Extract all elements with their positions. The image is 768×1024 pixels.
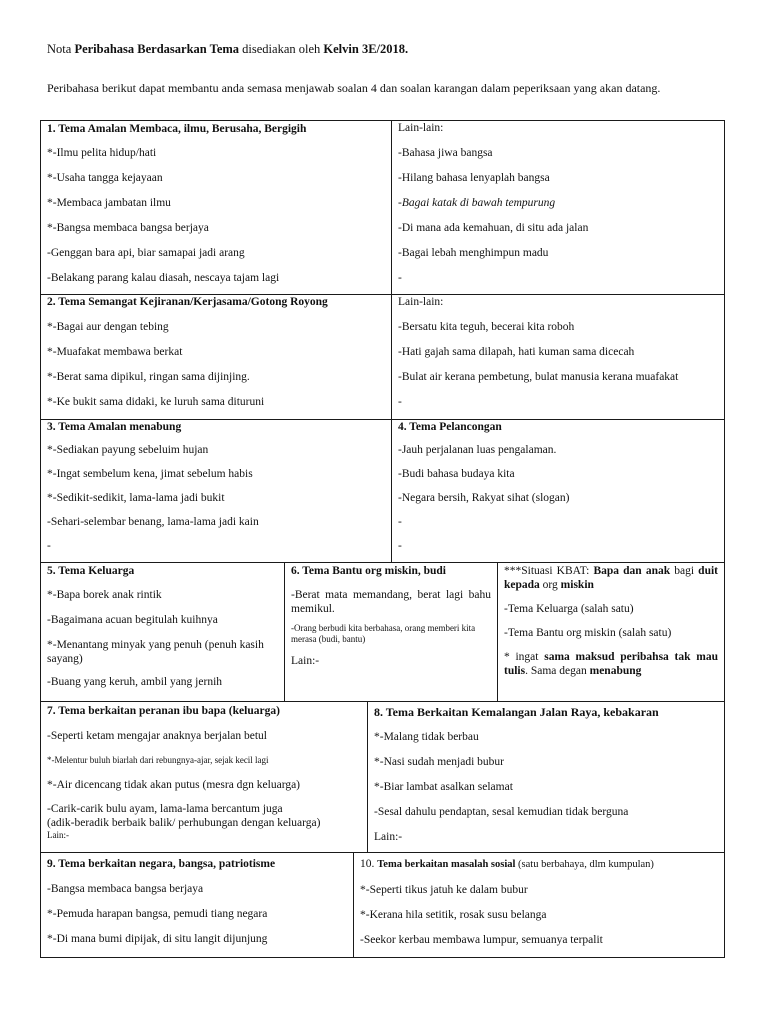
section-3-4	[40, 419, 725, 563]
theme-10-column	[353, 853, 724, 957]
theme-4-column	[391, 420, 724, 562]
theme-10-subtitle: (satu berbahaya, dlm kumpulan)	[515, 859, 654, 870]
theme-10-title	[360, 857, 718, 872]
proverb: -Bulat air kerana pembetung, bulat manusia kerana muafakat	[398, 371, 679, 383]
theme-1-others-column	[391, 121, 724, 294]
proverb: -Budi bahasa budaya kita	[398, 468, 515, 480]
kbat-situation	[504, 564, 718, 592]
proverb: -Hilang bahasa lenyaplah bangsa	[398, 172, 550, 184]
section-2	[40, 294, 725, 420]
theme-8-column	[367, 702, 724, 852]
kbat-note-b: sama maksud peribahsa tak mau tulis	[504, 651, 718, 677]
kbat-note-a: * ingat	[504, 651, 545, 663]
intro-text: Peribahasa berikut dapat membantu anda semasa menjawab soalan 4 dan soalan karangan dalam peperiksaan yang akan datang.	[47, 81, 661, 95]
theme-9-column	[41, 853, 353, 957]
proverb: -Carik-carik bulu ayam, lama-lama bercantum juga	[47, 803, 283, 815]
theme-2-column	[41, 295, 391, 419]
proverb: *-Pemuda harapan bangsa, pemudi tiang negara	[47, 908, 268, 920]
proverb: -Bagai katak di bawah tempurung	[398, 197, 556, 209]
proverb: *-Biar lambat asalkan selamat	[374, 781, 513, 793]
proverb: *-Ke bukit sama didaki, ke luruh sama dituruni	[47, 396, 265, 408]
kbat-item: -Tema Keluarga (salah satu)	[504, 603, 634, 615]
heading-prefix: Nota	[47, 42, 75, 56]
proverb: *-Di mana bumi dipijak, di situ langit dijunjung	[47, 933, 268, 945]
kbat-note-d: menabung	[589, 665, 642, 677]
kbat-bold-1: Bapa dan anak	[593, 565, 671, 577]
proverb: *-Seperti tikus jatuh ke dalam bubur	[360, 884, 528, 896]
proverb: *-Bangsa membaca bangsa berjaya	[47, 222, 209, 234]
proverb: -Bangsa membaca bangsa berjaya	[47, 883, 204, 895]
kbat-text-1: bagi	[670, 565, 699, 577]
proverb: -Bagaimana acuan begitulah kuihnya	[47, 614, 218, 626]
proverb: -Buang yang keruh, ambil yang jernih	[47, 676, 223, 688]
proverb: -	[47, 540, 51, 552]
others-label: Lain:-	[47, 830, 69, 840]
proverb: -Jauh perjalanan luas pengalaman.	[398, 444, 557, 456]
proverb: -Sehari-selembar benang, lama-lama jadi kain	[47, 516, 259, 528]
proverb: -Di mana ada kemahuan, di situ ada jalan	[398, 222, 589, 234]
proverb: -Seekor kerbau membawa lumpur, semuanya terpalit	[360, 934, 603, 946]
proverb: *-Sediakan payung sebeluim hujan	[47, 444, 209, 456]
proverb: -Bersatu kita teguh, becerai kita roboh	[398, 321, 575, 333]
proverb: *-Bagai aur dengan tebing	[47, 321, 169, 333]
proverb: -Genggan bara api, biar samapai jadi arang	[47, 247, 245, 259]
proverb: *-Sedikit-sedikit, lama-lama jadi bukit	[47, 492, 225, 504]
kbat-note-c: . Sama degan	[525, 665, 590, 677]
kbat-item: -Tema Bantu org miskin (salah satu)	[504, 627, 672, 639]
theme-2-others-column	[391, 295, 724, 419]
theme-1-title: 1. Tema Amalan Membaca, ilmu, Berusaha, Bergigih	[47, 123, 307, 135]
section-5-6-kbat	[40, 562, 725, 702]
proverb-explanation: (adik-beradik berbaik balik/ perhubungan dengan keluarga)	[47, 817, 321, 829]
others-label: Lain-lain:	[398, 122, 444, 134]
theme-6-title: 6. Tema Bantu org miskin, budi	[291, 565, 446, 577]
theme-10-number: 10.	[360, 858, 378, 870]
theme-5-column	[41, 563, 284, 701]
theme-6-column	[284, 563, 497, 701]
others-label: Lain-lain:	[398, 296, 444, 308]
proverb: *-Nasi sudah menjadi bubur	[374, 756, 504, 768]
proverb: *-Melentur buluh biarlah dari rebungnya-ajar, sejak kecil lagi	[47, 755, 269, 765]
theme-1-column	[41, 121, 391, 294]
heading-middle: disediakan oleh	[239, 42, 324, 56]
proverb: *-Air dicencang tidak akan putus (mesra dgn keluarga)	[47, 779, 301, 791]
proverb: -Berat mata memandang, berat lagi bahu memikul.	[291, 589, 491, 615]
proverb: -	[398, 540, 402, 552]
kbat-column	[497, 563, 724, 701]
proverb: *-Muafakat membawa berkat	[47, 346, 183, 358]
theme-9-title: 9. Tema berkaitan negara, bangsa, patriotisme	[47, 858, 276, 870]
proverb: -	[398, 272, 402, 284]
document-heading	[47, 42, 408, 57]
theme-2-title: 2. Tema Semangat Kejiranan/Kerjasama/Gotong Royong	[47, 296, 328, 308]
theme-7-title: 7. Tema berkaitan peranan ibu bapa (keluarga)	[47, 705, 280, 717]
proverb: *-Membaca jambatan ilmu	[47, 197, 171, 209]
section-1	[40, 120, 725, 295]
proverb: -	[398, 516, 402, 528]
others-label: Lain:-	[291, 655, 320, 667]
proverb: -Negara bersih, Rakyat sihat (slogan)	[398, 492, 570, 504]
proverb: *-Ingat sembelum kena, jimat sebelum habis	[47, 468, 253, 480]
theme-3-column	[41, 420, 391, 562]
proverb: *-Usaha tangga kejayaan	[47, 172, 163, 184]
kbat-note	[504, 650, 718, 678]
proverb: *-Menantang minyak yang penuh (penuh kasih sayang)	[47, 639, 264, 665]
heading-author: Kelvin 3E/2018.	[323, 42, 409, 56]
heading-title: Peribahasa Berdasarkan Tema	[74, 42, 240, 56]
section-9-10	[40, 852, 725, 958]
proverb: -Hati gajah sama dilapah, hati kuman sama dicecah	[398, 346, 635, 358]
theme-5-title: 5. Tema Keluarga	[47, 565, 135, 577]
theme-3-title: 3. Tema Amalan menabung	[47, 421, 182, 433]
proverb: -Bagai lebah menghimpun madu	[398, 247, 549, 259]
section-7-8	[40, 701, 725, 853]
kbat-stars: ***Situasi KBAT:	[504, 565, 594, 577]
kbat-bold-3: miskin	[560, 579, 594, 591]
proverb: -Sesal dahulu pendaptan, sesal kemudian tidak berguna	[374, 806, 629, 818]
proverb: -Bahasa jiwa bangsa	[398, 147, 493, 159]
proverb: -Belakang parang kalau diasah, nescaya tajam lagi	[47, 272, 280, 284]
others-label: Lain:-	[374, 831, 403, 843]
proverb: *-Kerana hila setitik, rosak susu belanga	[360, 909, 547, 921]
theme-4-title: 4. Tema Pelancongan	[398, 421, 502, 433]
proverb: *-Ilmu pelita hidup/hati	[47, 147, 157, 159]
proverb-note: -Orang berbudi kita berbahasa, orang memberi kita merasa (budi, bantu)	[291, 623, 476, 644]
kbat-text-2: org	[539, 579, 561, 591]
proverb: -Seperti ketam mengajar anaknya berjalan betul	[47, 730, 267, 742]
proverb: -	[398, 396, 402, 408]
proverb: *-Malang tidak berbau	[374, 731, 479, 743]
theme-10-heading: Tema berkaitan masalah sosial	[377, 859, 516, 870]
kbat-bold-2: duit kepada	[504, 565, 718, 591]
proverb: *-Berat sama dipikul, ringan sama dijinjing.	[47, 371, 250, 383]
theme-7-column	[41, 702, 367, 852]
proverb: *-Bapa borek anak rintik	[47, 589, 162, 601]
theme-8-title: 8. Tema Berkaitan Kemalangan Jalan Raya, kebakaran	[374, 705, 659, 719]
